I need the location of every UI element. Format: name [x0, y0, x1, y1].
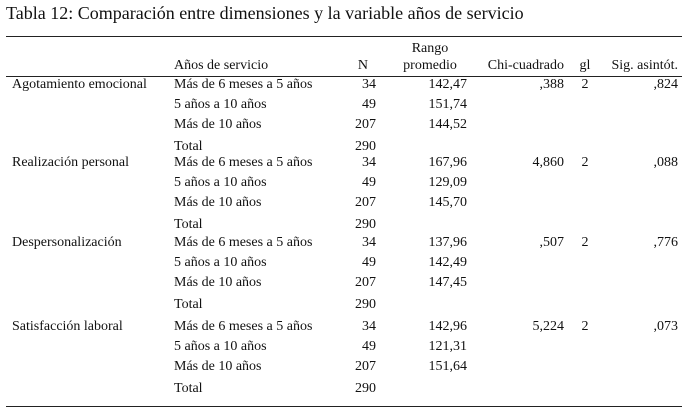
mean-rank-value: 142,47: [428, 77, 467, 92]
chi-square-value: 4,860: [532, 155, 564, 170]
n-value: 34: [362, 155, 376, 170]
mean-rank-value: 129,09: [428, 175, 467, 190]
header-sig: Sig. asintót.: [611, 58, 678, 73]
gl-value: 2: [581, 235, 589, 250]
group-label: Más de 6 meses a 5 años: [174, 155, 313, 170]
group-label: 5 años a 10 años: [174, 175, 267, 190]
mean-rank-value: 137,96: [428, 235, 467, 250]
dimension-name: Despersonalización: [12, 235, 122, 250]
n-value: 49: [362, 97, 376, 112]
n-value: 49: [362, 175, 376, 190]
header-n: N: [357, 58, 368, 73]
header-group: Años de servicio: [174, 58, 269, 73]
group-label: Más de 10 años: [174, 195, 262, 210]
header-gl: gl: [579, 58, 591, 73]
n-value: 207: [355, 359, 376, 374]
sig-value: ,073: [653, 319, 678, 334]
chi-square-value: ,388: [539, 77, 564, 92]
header-rank-line2: promedio: [403, 58, 457, 73]
group-label: Total: [174, 217, 203, 232]
mean-rank-value: 147,45: [428, 275, 467, 290]
n-value: 34: [362, 235, 376, 250]
sig-value: ,824: [653, 77, 678, 92]
dimension-name: Satisfacción laboral: [12, 319, 123, 334]
n-value: 34: [362, 77, 376, 92]
sig-value: ,088: [653, 155, 678, 170]
group-label: Más de 6 meses a 5 años: [174, 319, 313, 334]
mean-rank-value: 144,52: [428, 117, 467, 132]
table-caption: Tabla 12: Comparación entre dimensiones y la variable años de servicio: [6, 3, 524, 23]
dimension-name: Realización personal: [12, 155, 130, 170]
group-label: 5 años a 10 años: [174, 339, 267, 354]
mean-rank-value: 151,74: [428, 97, 467, 112]
gl-value: 2: [581, 155, 589, 170]
n-value: 49: [362, 255, 376, 270]
gl-value: 2: [581, 77, 589, 92]
mean-rank-value: 145,70: [428, 195, 467, 210]
table-top-rule: [6, 36, 682, 37]
group-label: Más de 10 años: [174, 275, 262, 290]
n-value: 34: [362, 319, 376, 334]
n-value: 290: [355, 139, 376, 154]
n-value: 290: [355, 381, 376, 396]
sig-value: ,776: [653, 235, 678, 250]
mean-rank-value: 142,49: [428, 255, 467, 270]
chi-square-value: 5,224: [532, 319, 564, 334]
group-label: 5 años a 10 años: [174, 255, 267, 270]
n-value: 290: [355, 297, 376, 312]
header-rank-line1: Rango: [411, 41, 449, 56]
n-value: 207: [355, 275, 376, 290]
mean-rank-value: 151,64: [428, 359, 467, 374]
mean-rank-value: 121,31: [428, 339, 467, 354]
n-value: 290: [355, 217, 376, 232]
group-label: Más de 6 meses a 5 años: [174, 77, 313, 92]
group-label: Más de 10 años: [174, 359, 262, 374]
group-label: 5 años a 10 años: [174, 97, 267, 112]
n-value: 207: [355, 195, 376, 210]
n-value: 207: [355, 117, 376, 132]
group-label: Más de 6 meses a 5 años: [174, 235, 313, 250]
group-label: Más de 10 años: [174, 117, 262, 132]
table-bottom-rule: [6, 406, 682, 407]
dimension-name: Agotamiento emocional: [12, 77, 147, 92]
mean-rank-value: 142,96: [428, 319, 467, 334]
group-label: Total: [174, 381, 203, 396]
chi-square-value: ,507: [539, 235, 564, 250]
header-chi: Chi-cuadrado: [487, 58, 564, 73]
gl-value: 2: [581, 319, 589, 334]
mean-rank-value: 167,96: [428, 155, 467, 170]
group-label: Total: [174, 297, 203, 312]
group-label: Total: [174, 139, 203, 154]
n-value: 49: [362, 339, 376, 354]
